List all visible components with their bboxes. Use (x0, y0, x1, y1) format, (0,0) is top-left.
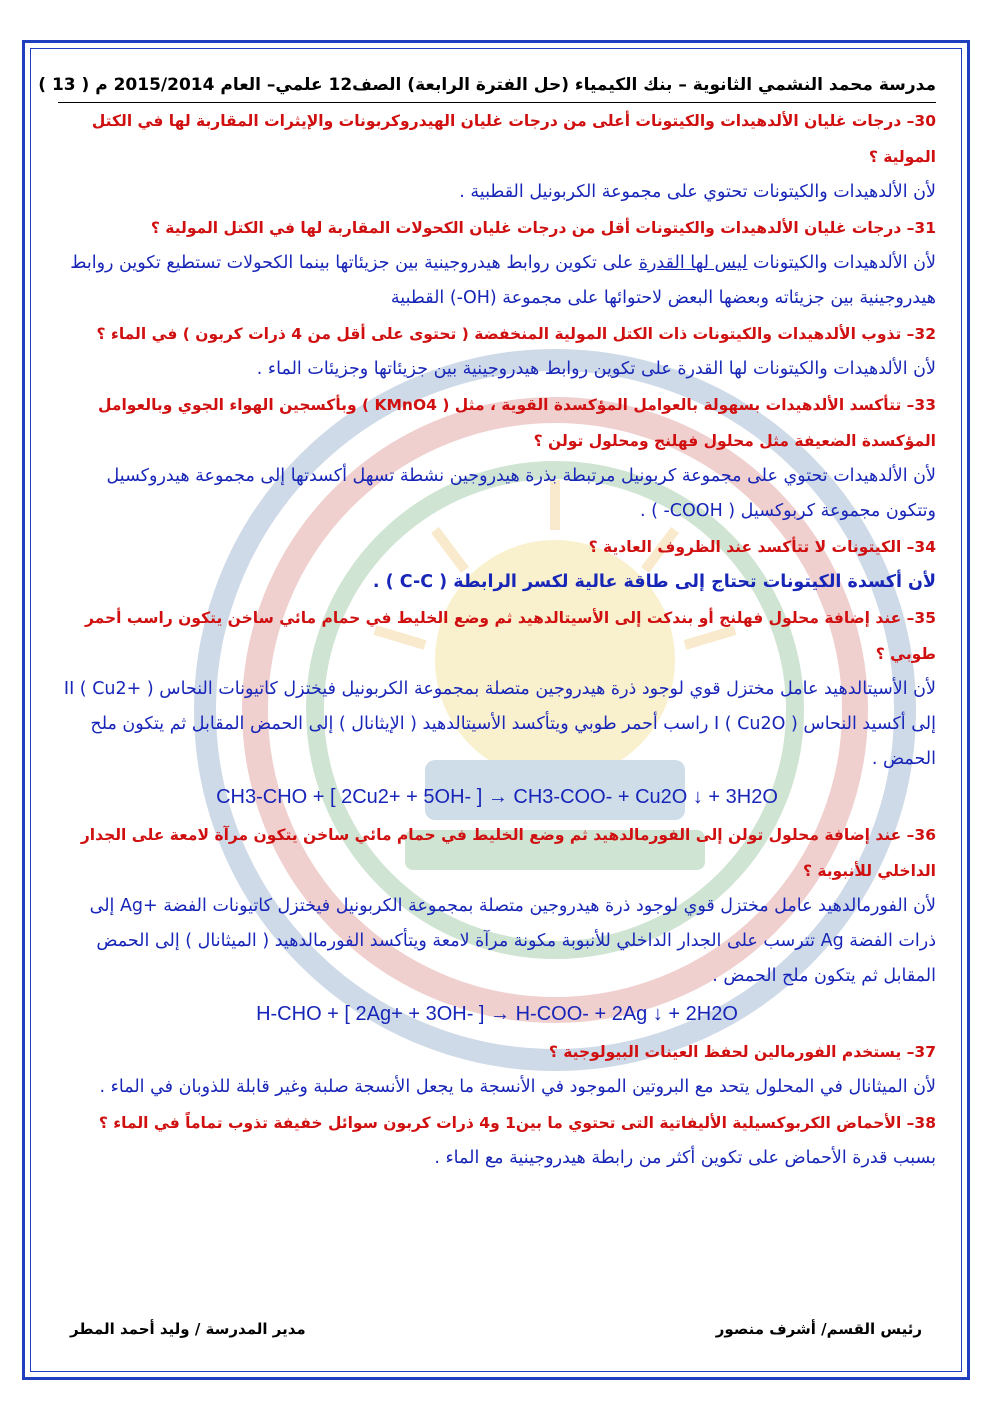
question-38: 38– الأحماض الكربوكسيلية الأليفاتية التى تحتوي ما بين1 و4 ذرات كربون سوائل خفيفة تذوب تماماً في الماء ؟ (98, 1114, 936, 1132)
answer-34: لأن أكسدة الكيتونات تحتاج إلى طاقة عالية لكسر الرابطة ( C-C ) . (372, 572, 936, 592)
answer-31-rest: على تكوين روابط هيدروجينية بين جزيئاتها بينما الكحولات تستطيع تكوين روابط هيدروجينية بين جزيئاته وبعضها البعض لاحتوائها على مجموعة (OH-) القطبية (70, 253, 936, 308)
answer-32: لأن الألدهيدات والكيتونات لها القدرة على تكوين روابط هيدروجينية بين جزيئاتها وجزيئات الماء . (256, 359, 936, 379)
answer-30: لأن الألدهيدات والكيتونات تحتوي على مجموعة الكربونيل القطبية . (459, 182, 936, 202)
question-31: 31– درجات غليان الألدهيدات والكيتونات أقل من درجات غليان الكحولات المقاربة لها في الكتل المولية ؟ (150, 219, 936, 237)
answer-31 (58, 246, 936, 316)
answer-38: بسبب قدرة الأحماض على تكوين أكثر من رابطة هيدروجينية مع الماء . (434, 1148, 936, 1168)
question-36: 36– عند إضافة محلول تولن إلى الفورمالدهيد ثم وضع الخليط في حمام مائي ساخن يتكون مرآة لامعة على الجدار الداخلي للأنبوبة ؟ (80, 826, 936, 880)
question-37: 37– يستخدم الفورمالين لحفظ العينات البيولوجية ؟ (548, 1043, 936, 1061)
question-30: 30– درجات غليان الألدهيدات والكيتونات أعلى من درجات غليان الهيدروكربونات والإيثرات المقاربة لها في الكتل المولية ؟ (91, 112, 936, 166)
answer-33: لأن الألدهيدات تحتوي على مجموعة كربونيل مرتبطة بذرة هيدروجين نشطة تسهل أكسدتها إلى مجموعة هيدروكسيل وتتكون مجموعة كربوكسيل ( COOH- ) . (106, 466, 936, 521)
equation-35: CH3-CHO + [ 2Cu2+ + 5OH- ] → CH3-COO- + Cu2O ↓ + 3H2O (216, 786, 778, 808)
page-content (38, 72, 936, 1176)
page-header: مدرسة محمد النشمي الثانوية – بنك الكيمياء (حل الفترة الرابعة) الصف12 علمي– العام 2015/2014 م ( 13 ) (58, 72, 936, 103)
answer-35: لأن الأسيتالدهيد عامل مختزل قوي لوجود ذرة هيدروجين متصلة بمجموعة الكربونيل فيختزل كاتيونات النحاس II ( Cu2+ ) إلى أكسيد النحاس I ( Cu2O ) راسب أحمر طوبي ويتأكسد الأسيتالدهيد ( الإيثانال ) إلى الحمض المقابل ثم يتكون ملح الحمض . (63, 679, 936, 769)
department-head-signature: رئيس القسم/ أشرف منصور (715, 1320, 922, 1338)
answer-31-start: لأن الألدهيدات والكيتونات (747, 253, 936, 273)
question-34: 34– الكيتونات لا تتأكسد عند الظروف العادية ؟ (588, 538, 936, 556)
principal-signature: مدير المدرسة / وليد أحمد المطر (70, 1320, 306, 1338)
question-35: 35– عند إضافة محلول فهلنج أو بندكت إلى الأسيتالدهيد ثم وضع الخليط في حمام مائي ساخن يتكون راسب أحمر طوبي ؟ (84, 609, 936, 663)
question-33: 33– تتأكسد الألدهيدات بسهولة بالعوامل المؤكسدة القوية ، مثل ( KMnO4 ) وبأكسجين الهواء الجوي وبالعوامل المؤكسدة الضعيفة مثل محلول فهلنج ومحلول تولن ؟ (98, 396, 936, 450)
equation-36: H-CHO + [ 2Ag+ + 3OH- ] → H-COO- + 2Ag ↓ + 2H2O (256, 1003, 738, 1025)
question-32: 32– تذوب الألدهيدات والكيتونات ذات الكتل المولية المنخفضة ( تحتوى على أقل من 4 ذرات كربون ) في الماء ؟ (96, 325, 936, 343)
answer-36: لأن الفورمالدهيد عامل مختزل قوي لوجود ذرة هيدروجين متصلة بمجموعة الكربونيل فيختزل كاتيونات الفضة +Ag إلى ذرات الفضة Ag تترسب على الجدار الداخلي للأنبوبة مكونة مرآة لامعة ويتأكسد الفورمالدهيد ( الميثانال ) إلى الحمض المقابل ثم يتكون ملح الحمض . (89, 896, 936, 986)
answer-31-underlined: ليس لها القدرة (638, 253, 748, 273)
answer-37: لأن الميثانال في المحلول يتحد مع البروتين الموجود في الأنسجة ما يجعل الأنسجة صلبة وغير قابلة للذوبان في الماء . (99, 1077, 936, 1097)
